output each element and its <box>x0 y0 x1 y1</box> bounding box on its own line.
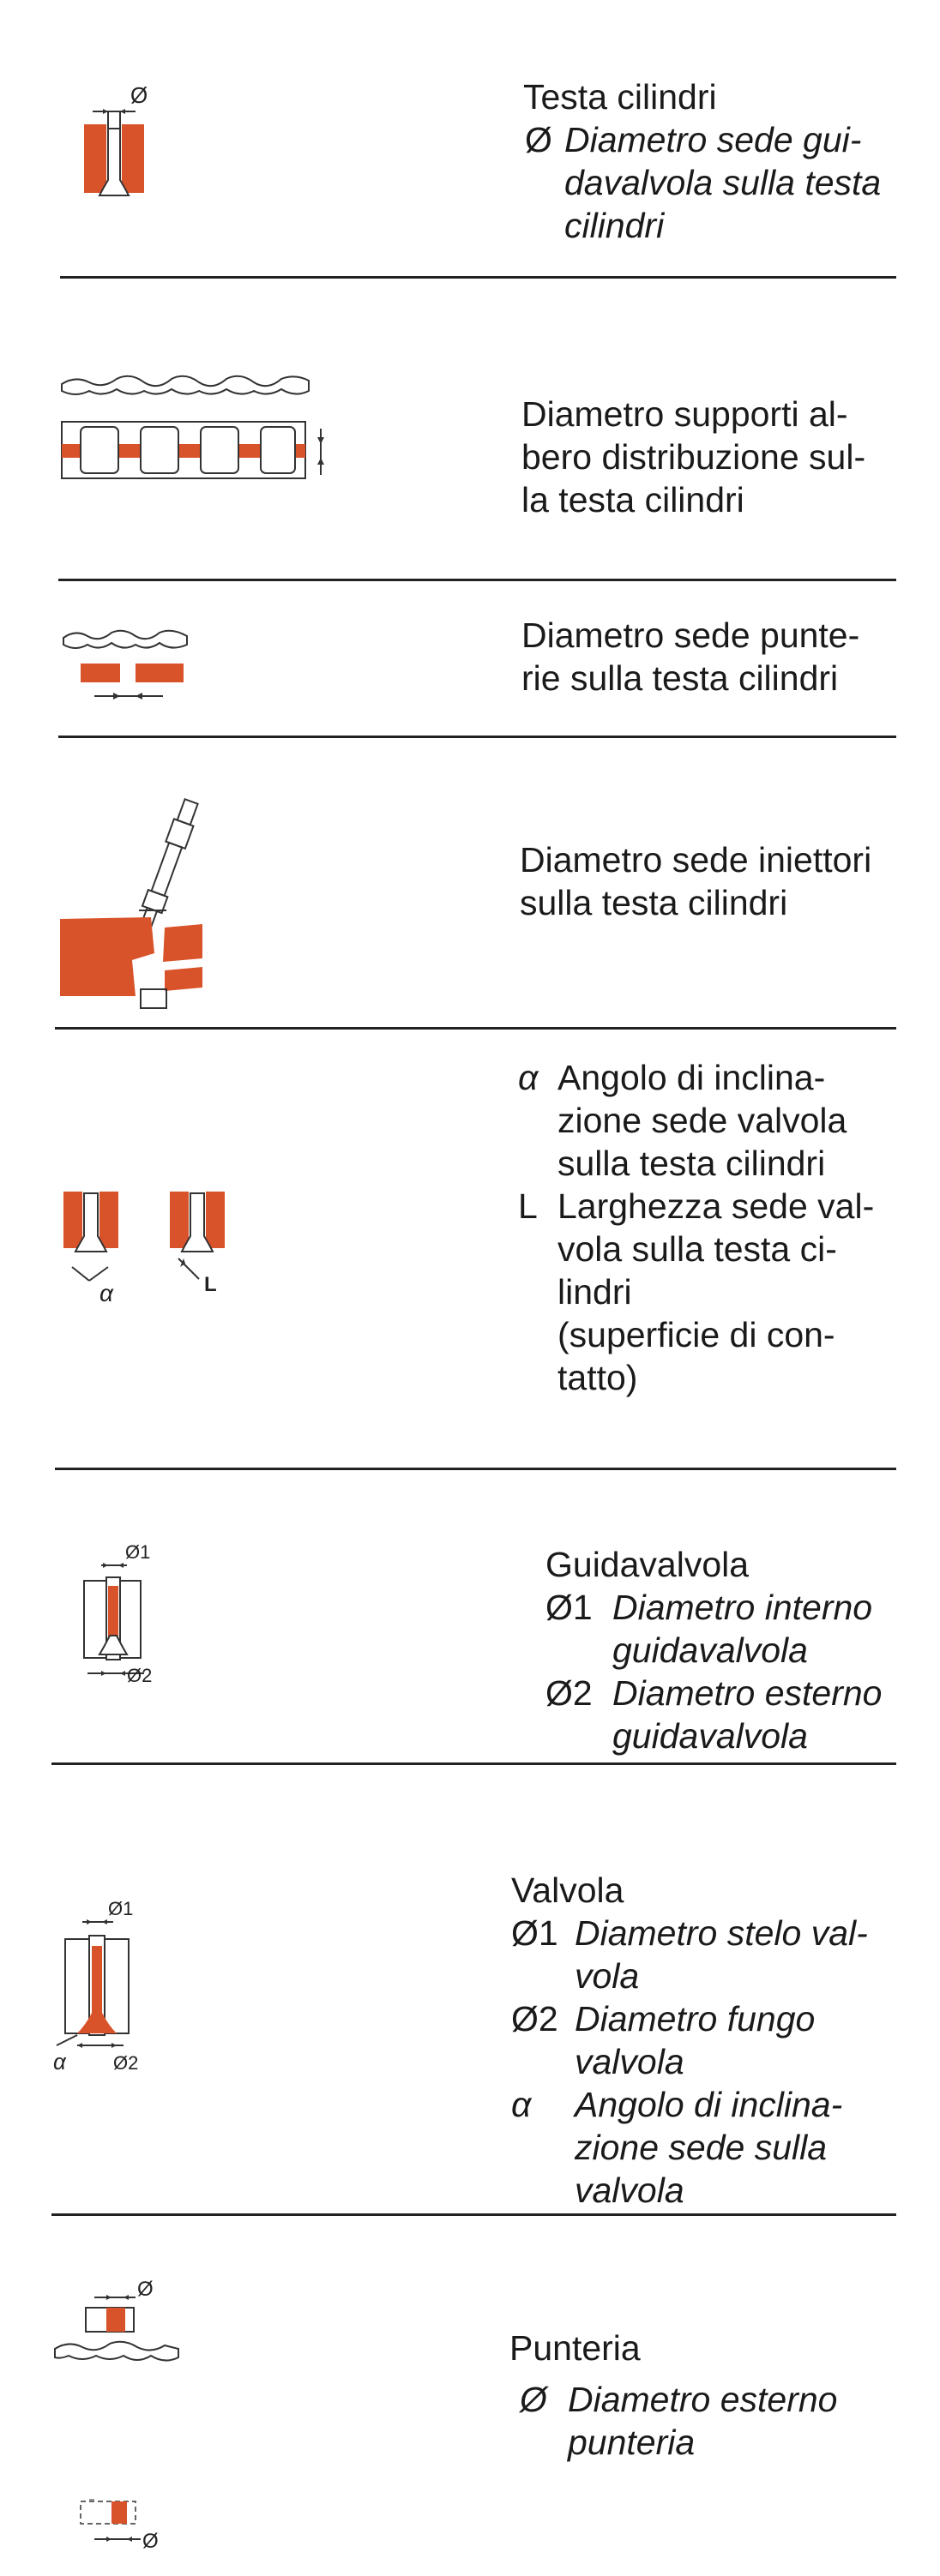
tappet-seat-icon <box>60 626 206 712</box>
section-camshaft-supports <box>0 283 940 579</box>
item-description <box>568 2378 904 2464</box>
line: sulla testa cilindri <box>557 1144 826 1183</box>
figure-label-diameter: Ø <box>130 82 148 108</box>
item-symbol: Ø2 <box>511 1999 558 2039</box>
item-description <box>557 1056 901 1185</box>
section-valve <box>0 1766 940 2212</box>
valve-seat-angle-width-icon <box>60 1185 249 1313</box>
line: sulla testa cilindri <box>520 883 788 922</box>
item-description <box>612 1586 908 1672</box>
line: zione sede valvola <box>557 1101 847 1140</box>
section-title: Valvola <box>511 1870 624 1910</box>
divider <box>58 579 896 581</box>
line: la testa cilindri <box>521 480 744 519</box>
line: Angolo di inclina- <box>575 2085 843 2124</box>
section-description <box>520 838 906 924</box>
item-symbol: Ø1 <box>545 1588 593 1627</box>
line: valvola <box>575 2042 684 2081</box>
line: rie sulla testa cilindri <box>521 658 839 698</box>
section-title: Testa cilindri <box>523 77 717 117</box>
section-cylinder-head <box>0 0 940 283</box>
item-symbol: L <box>518 1186 538 1226</box>
section-description <box>521 393 903 521</box>
figure-label-d2: Ø2 <box>127 1665 153 1685</box>
section-tappet-seats <box>0 583 940 737</box>
item-symbol: α <box>518 1058 539 1097</box>
line: zione sede sulla <box>575 2128 828 2167</box>
item-symbol: α <box>511 2085 532 2124</box>
divider <box>60 276 896 279</box>
item-symbol: Ø <box>520 2380 547 2419</box>
figure-label-diameter-bottom: Ø <box>142 2530 159 2553</box>
line: Diametro interno <box>612 1588 873 1627</box>
item-description <box>612 1672 908 1757</box>
figure-label-d1: Ø1 <box>108 1898 134 1919</box>
item-description <box>575 1997 906 2083</box>
cylinder-head-valve-guide-seat-icon <box>77 77 154 206</box>
item-description <box>557 1185 901 1399</box>
line: Diametro sede punte- <box>521 615 860 655</box>
line: Diametro sede iniettori <box>520 840 872 880</box>
item-symbol: Ø1 <box>511 1913 558 1953</box>
line: (superficie di con- <box>557 1315 835 1354</box>
section-valve-guide <box>0 1471 940 1766</box>
line: guidavalvola <box>612 1630 808 1670</box>
camshaft-support-icon <box>58 369 333 489</box>
figure-label-alpha: α <box>99 1280 113 1306</box>
line: punteria <box>568 2423 696 2462</box>
figure-label-alpha: α <box>53 2049 66 2075</box>
line: vola <box>575 1956 640 1996</box>
line: davalvola sulla testa <box>564 163 882 202</box>
section-valve-seat <box>0 1030 940 1476</box>
line: Diametro sede gui- <box>564 120 862 159</box>
line: bero distribuzione sul- <box>521 437 866 477</box>
section-title: Guidavalvola <box>545 1545 750 1584</box>
line: Angolo di inclina- <box>557 1058 826 1097</box>
section-description <box>521 614 903 700</box>
item-symbol: Ø2 <box>545 1673 593 1713</box>
line: valvola <box>575 2171 684 2210</box>
divider <box>58 736 896 738</box>
valve-icon <box>51 1894 197 2092</box>
divider <box>55 1027 896 1030</box>
valve-guide-icon <box>75 1540 204 1685</box>
line: Diametro supporti al- <box>521 394 848 434</box>
divider <box>51 2213 896 2216</box>
line: Larghezza sede val- <box>557 1186 875 1226</box>
section-tappet <box>0 2217 940 2576</box>
line: vola sulla testa ci- <box>557 1229 837 1269</box>
figure-label-d2: Ø2 <box>113 2052 139 2074</box>
figure-label-d1: Ø1 <box>125 1541 151 1563</box>
figure-label-L: L <box>204 1273 217 1296</box>
divider <box>51 1762 896 1765</box>
line: cilindri <box>564 206 665 245</box>
line: Diametro esterno <box>612 1673 883 1713</box>
item-description <box>575 1912 906 1997</box>
section-injector-seats <box>0 739 940 1030</box>
tappet-icon <box>51 2277 197 2560</box>
injector-seat-icon <box>57 790 220 1013</box>
line: Diametro fungo <box>575 1999 816 2039</box>
item-description <box>564 118 903 247</box>
line: guidavalvola <box>612 1716 808 1756</box>
section-title: Punteria <box>509 2328 641 2368</box>
divider <box>55 1468 896 1470</box>
item-description <box>575 2083 906 2212</box>
item-symbol: Ø <box>525 120 552 159</box>
figure-label-diameter-top: Ø <box>137 2278 154 2301</box>
line: lindri <box>557 1272 632 1312</box>
line: Diametro stelo val- <box>575 1913 868 1953</box>
line: Diametro esterno <box>568 2380 838 2419</box>
line: tatto) <box>557 1358 638 1397</box>
